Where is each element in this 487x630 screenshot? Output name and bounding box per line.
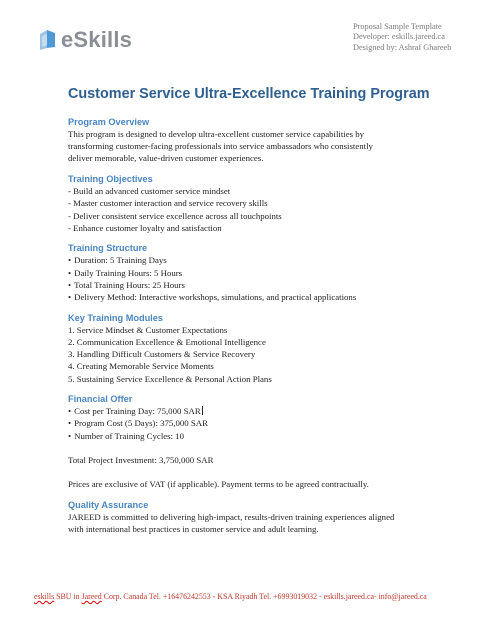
overview-line: transforming customer-facing professionals into service ambassadors who consistently	[68, 141, 373, 152]
financial-heading: Financial Offer	[68, 394, 133, 405]
structure-heading: Training Structure	[68, 243, 148, 254]
header-meta	[353, 22, 451, 53]
objective-item: - Enhance customer loyalty and satisfaction	[68, 222, 222, 233]
document-title: Customer Service Ultra-Excellence Training Program	[68, 86, 430, 102]
objectives-heading: Training Objectives	[68, 174, 153, 185]
structure-item: • Delivery Method: Interactive workshops, simulations, and practical applications	[68, 291, 428, 303]
footer	[34, 592, 427, 601]
text-cursor	[202, 406, 203, 415]
module-item: 5. Sustaining Service Excellence & Personal Action Plans	[68, 373, 272, 384]
logo	[38, 27, 132, 53]
modules-heading: Key Training Modules	[68, 312, 163, 323]
footer-contact: Corp. Canada Tel. +16476242553 - KSA Riyadh Tel. +6993019032 - eskills.jareed.ca- info@jareed.ca	[101, 592, 427, 601]
total-investment: Total Project Investment: 3,750,000 SAR	[68, 454, 214, 465]
footer-jareed: Jareed	[81, 592, 102, 601]
pricing-note: Prices are exclusive of VAT (if applicable). Payment terms to be agreed contractually.	[68, 479, 369, 490]
financial-item: • Program Cost (5 Days): 375,000 SAR	[68, 417, 428, 429]
overview-line: deliver memorable, value-driven customer experiences.	[68, 153, 264, 164]
structure-item: • Daily Training Hours: 5 Hours	[68, 267, 428, 279]
financial-item: • Number of Training Cycles: 10	[68, 430, 428, 442]
structure-item: • Total Training Hours: 25 Hours	[68, 279, 428, 291]
quality-line: JAREED is committed to delivering high-impact, results-driven training experiences aligned	[68, 511, 395, 522]
quality-line: with international best practices in customer service and adult learning.	[68, 523, 319, 534]
template-label: Proposal Sample Template	[353, 22, 442, 31]
structure-item: • Duration: 5 Training Days	[68, 254, 428, 266]
overview-heading: Program Overview	[68, 117, 150, 127]
quality-heading: Quality Assurance	[68, 499, 149, 510]
cost-per-day: Cost per Training Day: 75,000 SAR	[74, 406, 201, 417]
module-item: 2. Communication Excellence & Emotional Intelligence	[68, 336, 266, 347]
module-item: 1. Service Mindset & Customer Expectations	[68, 324, 228, 335]
logo-text: eSkills	[61, 27, 133, 52]
objective-item: - Build an advanced customer service mindset	[68, 186, 231, 197]
designer-label: Designed by: Ashraf Ghareeb	[353, 42, 452, 52]
footer-eskills: eskills	[34, 592, 55, 601]
module-item: 3. Handling Difficult Customers & Service Recovery	[68, 349, 256, 360]
overview-line: This program is designed to develop ultra-excellent customer service capabilities by	[68, 129, 365, 139]
financial-item	[68, 405, 428, 417]
footer-text: SBU in	[54, 592, 82, 601]
eskills-logo-icon	[38, 28, 58, 52]
developer-label: Developer: eskills.jareed.ca	[353, 32, 445, 42]
objective-item: - Deliver consistent service excellence across all touchpoints	[68, 210, 282, 221]
document-body	[68, 116, 428, 535]
objective-item: - Master customer interaction and service recovery skills	[68, 198, 268, 209]
module-item: 4. Creating Memorable Service Moments	[68, 361, 214, 372]
